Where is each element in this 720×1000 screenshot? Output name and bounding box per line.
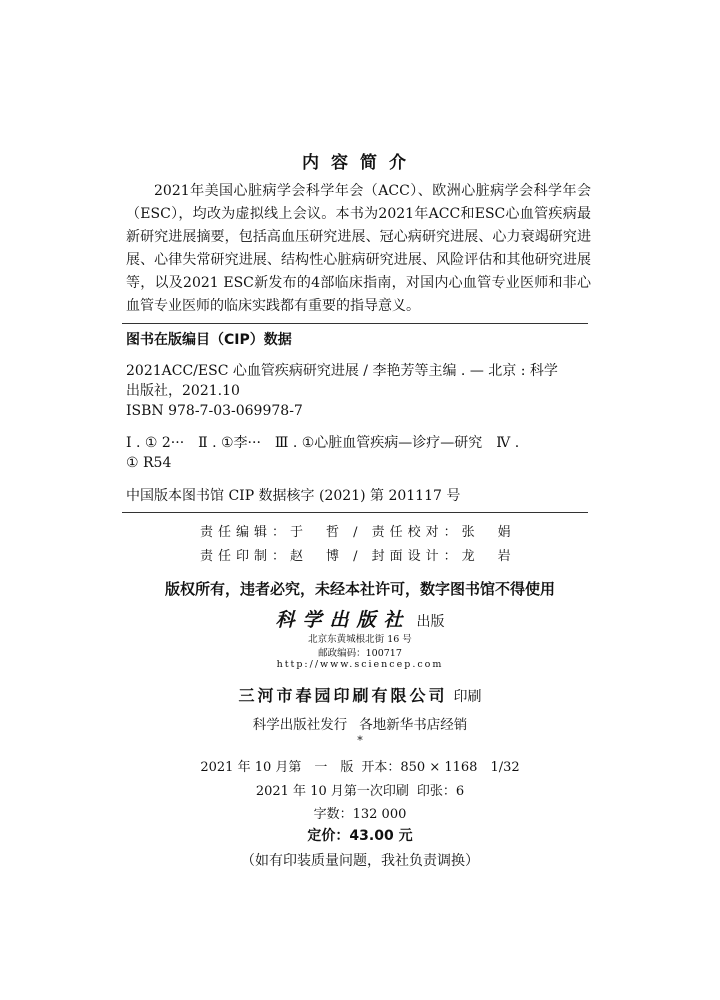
publisher-line — [0, 605, 720, 632]
cip-classification — [126, 433, 586, 473]
cip-class-line: Ⅰ . ① 2··· Ⅱ . ①李··· Ⅲ . ①心脏血管疾病—诊疗—研究 Ⅳ . — [126, 435, 520, 451]
staff-production: 责任印制：赵 博 / 封面设计：龙 岩 — [200, 549, 516, 564]
spec-edition-line — [0, 756, 720, 775]
summary-body: 2021年美国心脏病学会科学年会（ACC）、欧洲心脏病学会科学年会（ESC），均改为虚拟线上会议。本书为2021年ACC和ESC心血管疾病最新研究进展摘要，包括高血压研究进展、冠心病研究进展、心力衰竭研究进展、心律失常研究进展、结构性心脏病研究进展、风险评估和其他研究进展等，以及2021 ESC新发布的4部临床指南，对国内心血管专业医师和非心血管专业医师的临床实践都有重要的指导意义。 — [126, 183, 591, 314]
publisher-suffix: 出版 — [416, 614, 445, 630]
summary-title: 内容简介 — [302, 153, 418, 173]
copyright-notice: 版权所有，违者必究，未经本社许可，数字图书馆不得使用 — [164, 580, 555, 598]
publisher-url: http://www.sciencep.com — [276, 659, 444, 670]
price: 定价：43.00 元 — [307, 828, 413, 844]
edition: 2021 年 10 月第 一 版 — [200, 760, 354, 775]
cip-record — [126, 361, 586, 421]
cip-record-line: 2021ACC/ESC 心血管疾病研究进展 / 李艳芳等主编 . — 北京 : 科学 — [126, 363, 558, 379]
printer-name: 三河市春园印刷有限公司 — [238, 686, 448, 705]
issuer: 科学出版社发行 — [252, 717, 348, 733]
separator-star: * — [357, 734, 363, 747]
divider-top — [122, 323, 588, 324]
publisher-postcode: 邮政编码：100717 — [318, 648, 402, 659]
cip-class-line: ① R54 — [126, 455, 172, 471]
format: 开本：850 × 1168 1/32 — [361, 760, 520, 775]
sheets: 印张：6 — [416, 784, 465, 799]
cip-record-line: 出版社，2021.10 — [126, 383, 240, 399]
cip-verify-number: 中国版本图书馆 CIP 数据核字 (2021) 第 201117 号 — [126, 488, 461, 504]
cip-heading: 图书在版编目（CIP）数据 — [126, 332, 292, 348]
cip-isbn: ISBN 978-7-03-069978-7 — [126, 403, 303, 419]
distribution-line — [0, 713, 720, 733]
divider-bottom — [122, 512, 588, 513]
staff-editors: 责任编辑：于 哲 / 责任校对：张 娟 — [200, 525, 516, 540]
printer-suffix: 印刷 — [453, 689, 482, 705]
publisher-logo: 科学出版社 — [275, 609, 411, 631]
quality-note: （如有印装质量问题，我社负责调换） — [241, 853, 479, 869]
spec-printing-line — [0, 780, 720, 799]
sellers: 各地新华书店经销 — [359, 717, 468, 733]
printing: 2021 年 10 月第一次印刷 — [255, 784, 409, 799]
publisher-address: 北京东黄城根北街 16 号 — [308, 634, 412, 645]
word-count: 字数：132 000 — [313, 807, 407, 822]
printer-line — [0, 683, 720, 706]
